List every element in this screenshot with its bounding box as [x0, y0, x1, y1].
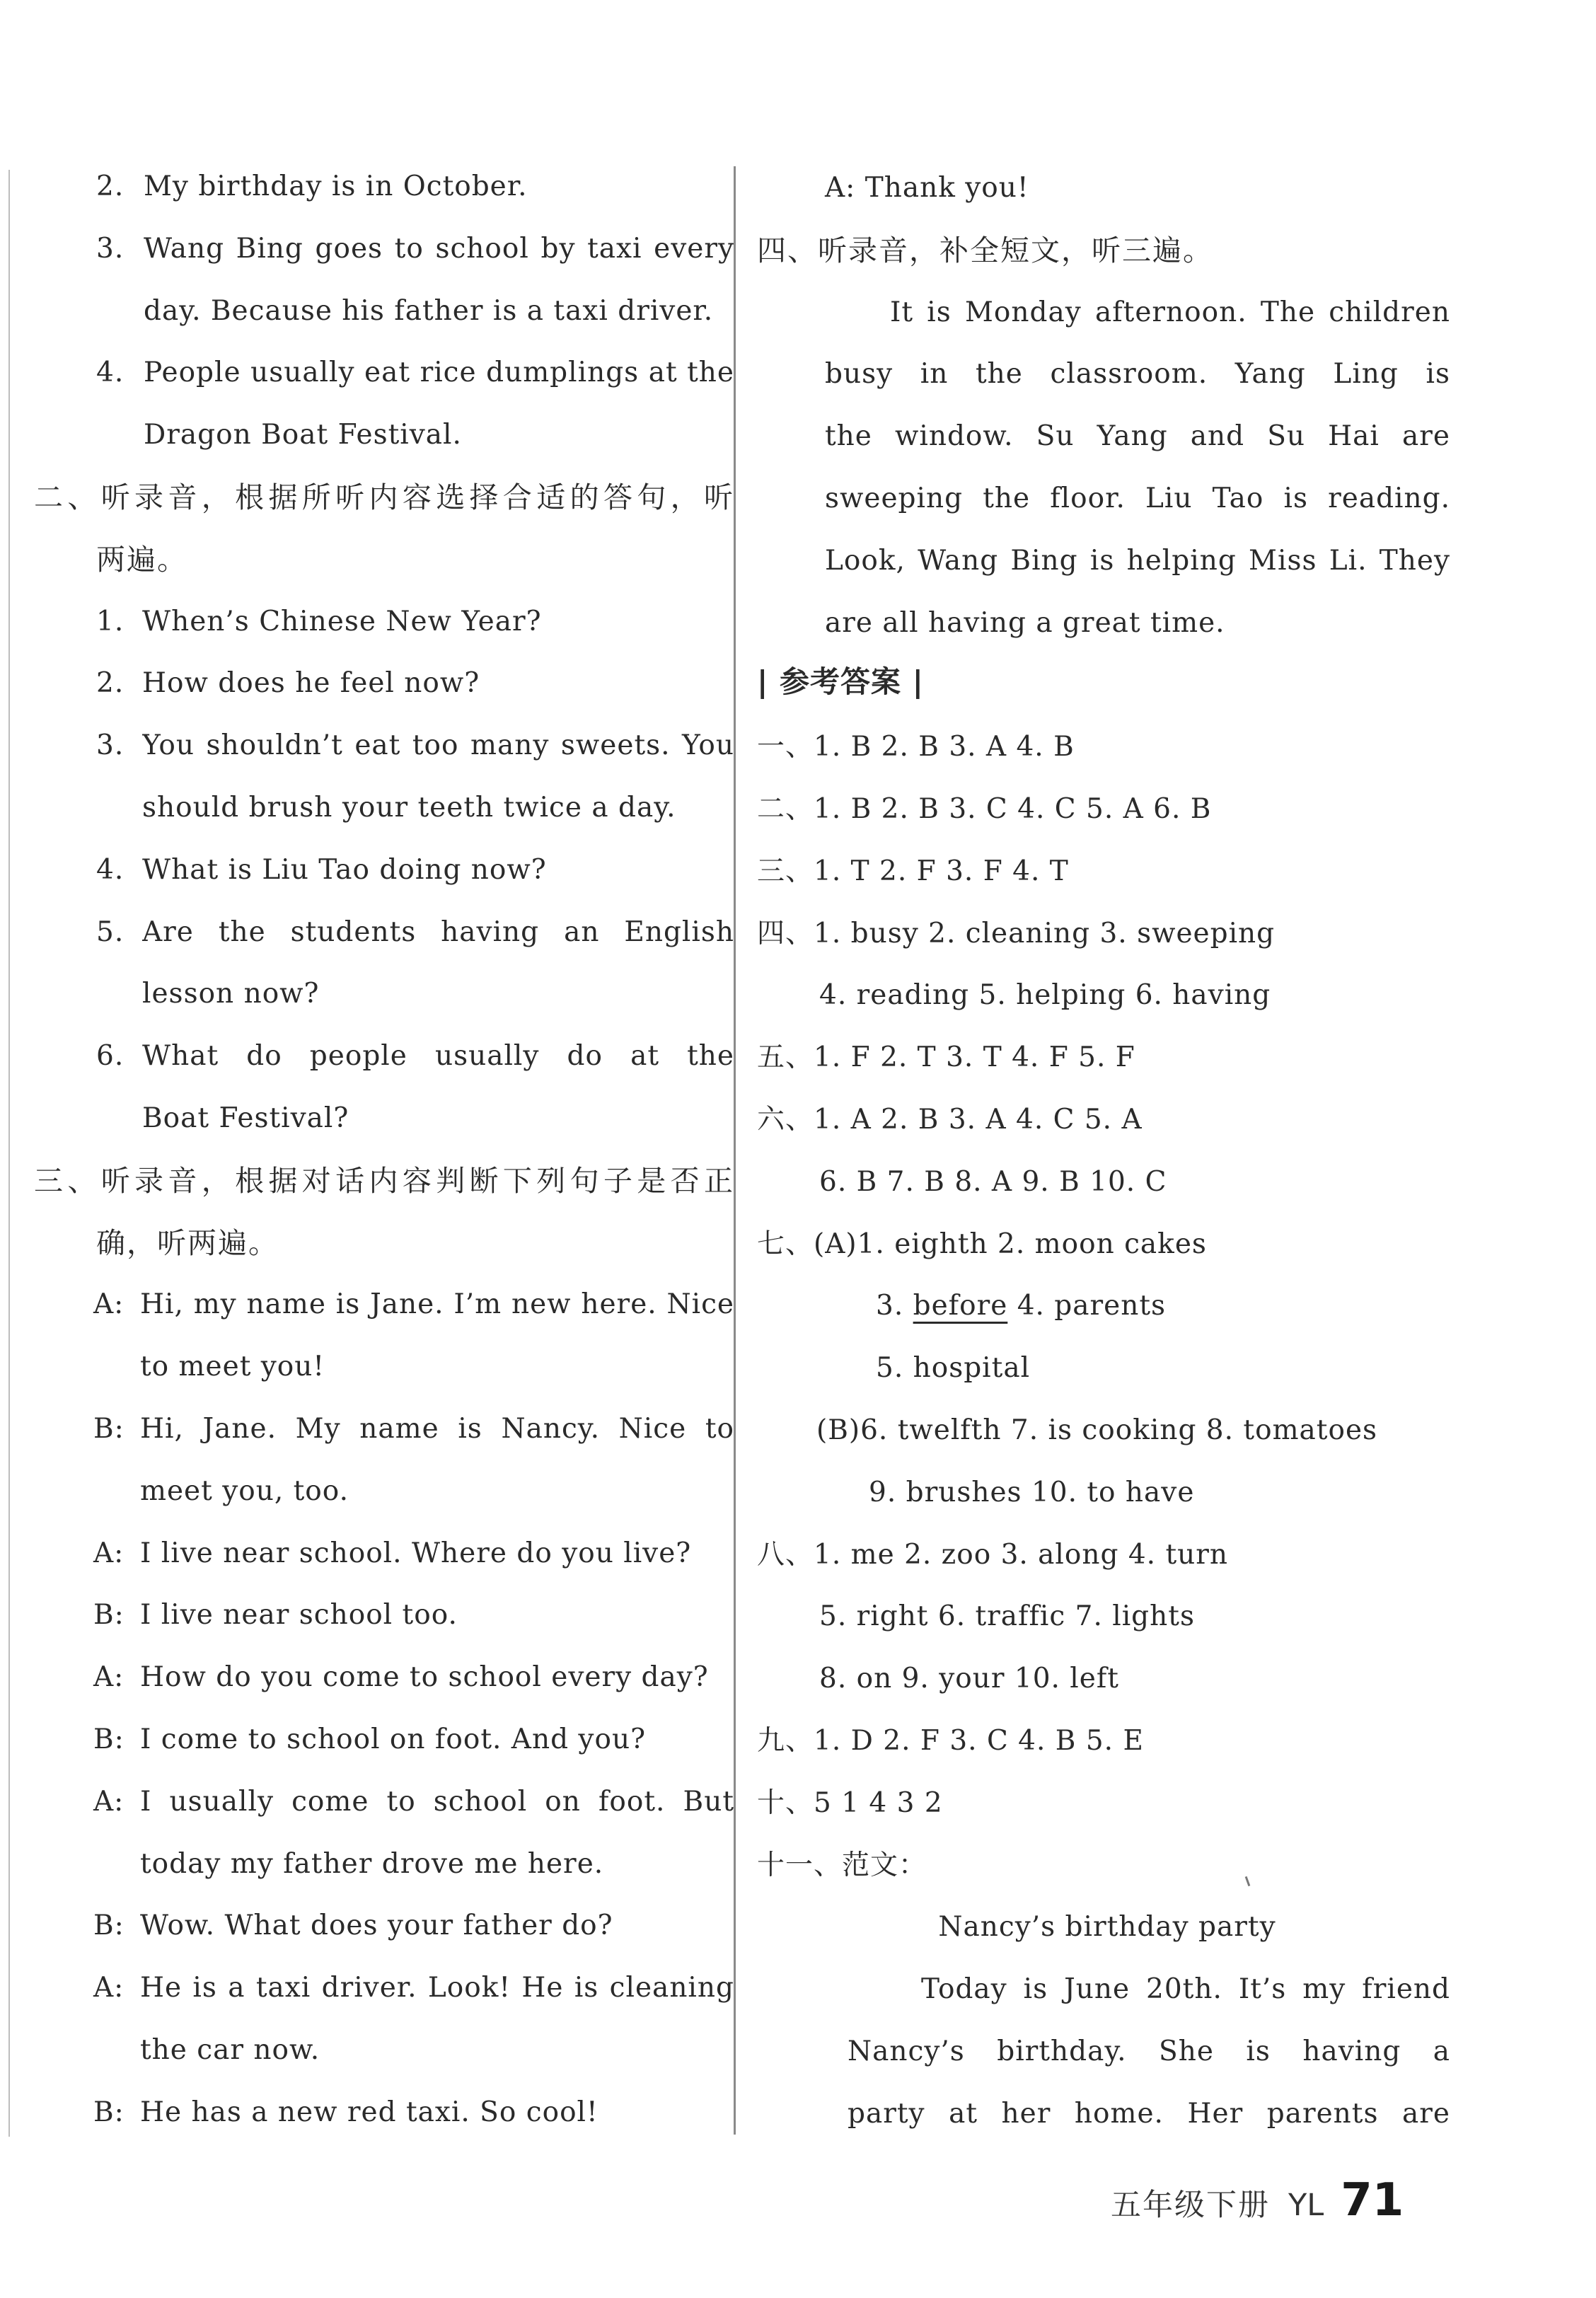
- answer-a4_2: 4. reading 5. helping 6. having: [819, 979, 1271, 1012]
- section-4-heading: 四、听录音，补全短文，听三遍。: [757, 233, 1213, 267]
- answer-a7_1: 七、(A)1. eighth 2. moon cakes: [757, 1228, 1207, 1260]
- passage-line-2: the window. Su Yang and Su Hai are: [825, 420, 1450, 453]
- sec2-item-7-number: 6.: [96, 1040, 125, 1073]
- dialogue-line-2-number: B:: [93, 1413, 125, 1445]
- dialogue-line-3-text: meet you, too.: [140, 1474, 349, 1507]
- sec2-item-1-text: How does he feel now?: [142, 667, 480, 700]
- dialogue-line-12-text: the car now.: [140, 2034, 320, 2066]
- sec2-item-4-text: What is Liu Tao doing now?: [142, 853, 547, 886]
- passage-line-1: busy in the classroom. Yang Ling is: [825, 358, 1450, 391]
- essay-title: Nancy’s birthday party: [938, 1911, 1276, 1944]
- answer-a11: 十一、范文：: [757, 1849, 927, 1881]
- answer-a3: 三、1. T 2. F 3. F 4. T: [757, 855, 1069, 887]
- dialogue-line-11-number: A:: [93, 1972, 125, 2004]
- answer-a9: 九、1. D 2. F 3. C 4. B 5. E: [757, 1725, 1144, 1757]
- left-margin-rule: [8, 170, 10, 2137]
- answers-title: | 参考答案 |: [757, 664, 924, 700]
- edition-code: YL: [1288, 2188, 1324, 2223]
- dialogue-line-11-text: He is a taxi driver. Look! He is cleaning: [140, 1972, 734, 2004]
- passage-line-0: It is Monday afternoon. The children: [890, 296, 1450, 328]
- dialogue-line-4-number: A:: [93, 1537, 125, 1569]
- answer-a10: 十、5 1 4 3 2: [757, 1786, 943, 1819]
- dialogue-line-9-text: today my father drove me here.: [140, 1847, 604, 1880]
- section-3-heading: 三、听录音，根据对话内容判断下列句子是否正: [34, 1163, 734, 1198]
- answer-a2: 二、1. B 2. B 3. C 4. C 5. A 6. B: [757, 793, 1212, 825]
- answer-a6_2: 6. B 7. B 8. A 9. B 10. C: [819, 1165, 1167, 1198]
- sec2-item-3-text: should brush your teeth twice a day.: [142, 792, 676, 824]
- section-3-heading-cont: 确，听两遍。: [96, 1225, 279, 1260]
- answer-7-line-2: [876, 1275, 1457, 1337]
- thank-you-line: A: Thank you!: [825, 172, 1029, 204]
- sec2-item-7-text: What do people usually do at the: [142, 1040, 734, 1073]
- answer-a4_1: 四、1. busy 2. cleaning 3. sweeping: [757, 917, 1276, 949]
- answer-a6_1: 六、1. A 2. B 3. A 4. C 5. A: [757, 1104, 1143, 1136]
- dialogue-line-5-text: I live near school too.: [140, 1599, 458, 1632]
- dialogue-line-4-text: I live near school. Where do you live?: [140, 1537, 692, 1569]
- answer-a1: 一、1. B 2. B 3. A 4. B: [757, 731, 1075, 763]
- dialogue-line-6-text: How do you come to school every day?: [140, 1661, 709, 1694]
- dialogue-line-7-number: B:: [93, 1724, 125, 1755]
- essay-line-2: party at her home. Her parents are: [848, 2097, 1450, 2130]
- dialogue-line-1-text: to meet you!: [140, 1351, 325, 1383]
- sec2-item-2-number: 3.: [96, 729, 125, 762]
- dialogue-line-7-text: I come to school on foot. And you?: [140, 1724, 646, 1755]
- dialogue-line-2-text: Hi, Jane. My name is Nancy. Nice to: [140, 1413, 734, 1445]
- q1-item-1-text: Wang Bing goes to school by taxi every: [144, 232, 734, 265]
- answer-7-num-3: 3.: [876, 1290, 913, 1322]
- essay-line-0: Today is June 20th. It’s my friend: [921, 1973, 1450, 2006]
- sec2-item-8-text: Boat Festival?: [142, 1102, 349, 1134]
- q1-item-2-text: day. Because his father is a taxi driver.: [144, 294, 714, 327]
- essay-line-1: Nancy’s birthday. She is having a: [848, 2036, 1450, 2067]
- dialogue-line-13-number: B:: [93, 2096, 125, 2128]
- dialogue-line-13-text: He has a new red taxi. So cool!: [140, 2096, 598, 2128]
- dialogue-line-8-text: I usually come to school on foot. But: [140, 1785, 734, 1818]
- answer-a7_4: (B)6. twelfth 7. is cooking 8. tomatoes: [816, 1414, 1378, 1446]
- answer-a5: 五、1. F 2. T 3. T 4. F 5. F: [757, 1041, 1135, 1074]
- dialogue-line-0-number: A:: [93, 1288, 125, 1321]
- sec2-item-6-text: lesson now?: [142, 978, 320, 1010]
- page-footer: [1111, 2165, 1404, 2236]
- dialogue-line-10-number: B:: [93, 1910, 125, 1942]
- answer-a8_2: 5. right 6. traffic 7. lights: [819, 1600, 1195, 1633]
- passage-line-5: are all having a great time.: [825, 606, 1225, 639]
- grade-label: 五年级下册: [1111, 2188, 1270, 2223]
- dialogue-line-0-text: Hi, my name is Jane. I’m new here. Nice: [140, 1288, 734, 1321]
- dialogue-line-8-number: A:: [93, 1785, 125, 1818]
- answer-a8_3: 8. on 9. your 10. left: [819, 1663, 1119, 1695]
- q1-item-3-number: 4.: [96, 357, 125, 389]
- sec2-item-5-number: 5.: [96, 916, 125, 948]
- sec2-item-2-text: You shouldn’t eat too many sweets. You: [142, 729, 734, 762]
- sec2-item-1-number: 2.: [96, 667, 125, 700]
- answer-7-rest: 4. parents: [1007, 1290, 1167, 1322]
- passage-line-3: sweeping the floor. Liu Tao is reading.: [825, 483, 1450, 514]
- dialogue-line-6-number: A:: [93, 1661, 125, 1694]
- answer-a8_1: 八、1. me 2. zoo 3. along 4. turn: [757, 1538, 1229, 1571]
- q1-item-3-text: People usually eat rice dumplings at the: [144, 357, 734, 389]
- sec2-item-4-number: 4.: [96, 853, 125, 886]
- sec2-item-0-number: 1.: [96, 605, 125, 637]
- passage-line-4: Look, Wang Bing is helping Miss Li. They: [825, 544, 1450, 577]
- section-2-heading: 二、听录音，根据所听内容选择合适的答句，听: [34, 480, 734, 514]
- q1-item-0-text: My birthday is in October.: [144, 171, 528, 202]
- answer-a7_5: 9. brushes 10. to have: [869, 1476, 1195, 1508]
- answer-underlined-before: before: [913, 1290, 1008, 1322]
- q1-item-0-number: 2.: [96, 171, 125, 202]
- section-2-heading-cont: 两遍。: [96, 542, 187, 577]
- sec2-item-0-text: When’s Chinese New Year?: [142, 605, 542, 637]
- dialogue-line-5-number: B:: [93, 1599, 125, 1632]
- sec2-item-5-text: Are the students having an English: [142, 916, 734, 948]
- page-number: 71: [1341, 2174, 1404, 2227]
- dialogue-line-10-text: Wow. What does your father do?: [140, 1910, 613, 1942]
- q1-item-4-text: Dragon Boat Festival.: [144, 419, 462, 451]
- q1-item-1-number: 3.: [96, 232, 125, 265]
- answer-a7_3: 5. hospital: [876, 1352, 1031, 1385]
